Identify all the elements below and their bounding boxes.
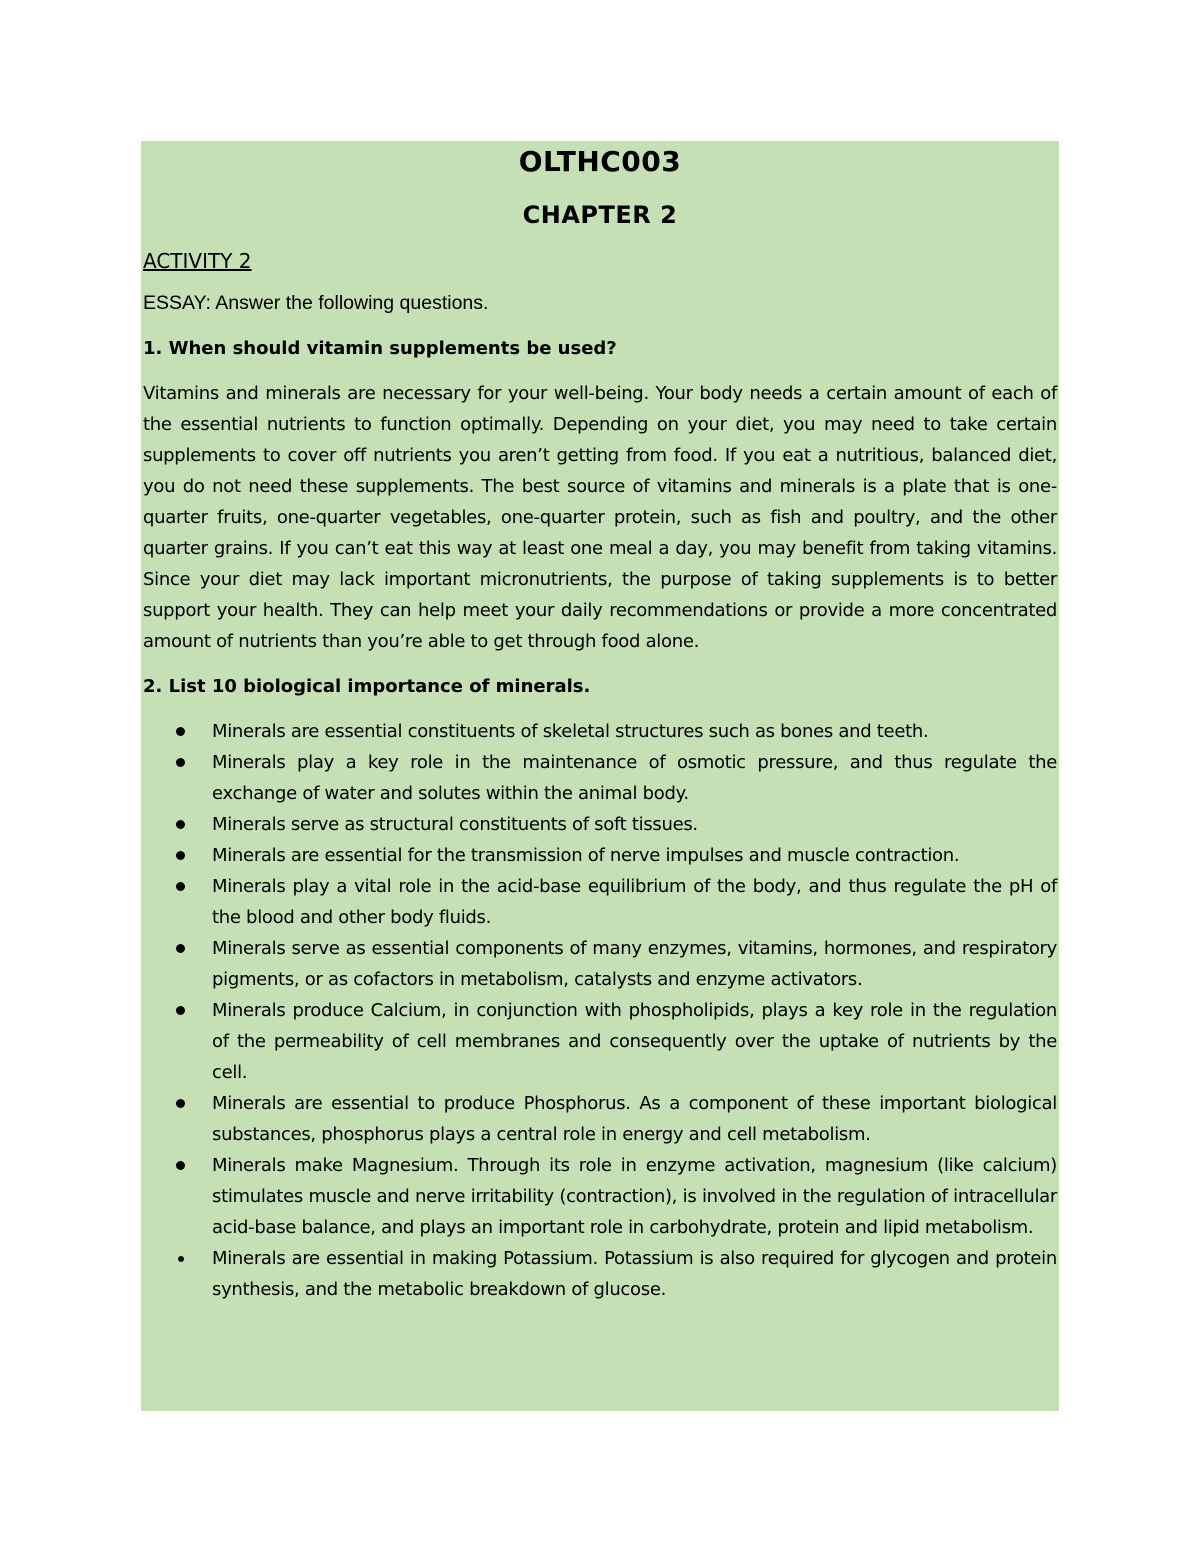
chapter-heading: CHAPTER 2 — [522, 201, 678, 229]
bullet-icon — [176, 944, 185, 953]
bullet-icon — [176, 727, 185, 736]
bullet-icon — [176, 820, 185, 829]
list-item-text: Minerals are essential constituents of skeletal structures such as bones and teeth. — [212, 721, 929, 742]
list-item-text: Minerals are essential for the transmission of nerve impulses and muscle contraction. — [212, 845, 960, 866]
bullet-icon — [176, 1161, 185, 1170]
list-item-text: Minerals play a vital role in the acid-base equilibrium of the body, and thus regulate the pH of the blood and other body fluids. — [212, 876, 1057, 928]
list-item — [143, 747, 1057, 809]
list-item — [143, 840, 1057, 871]
list-item-text: Minerals play a key role in the maintenance of osmotic pressure, and thus regulate the exchange of water and solutes within the animal body. — [212, 752, 1057, 804]
list-item — [143, 716, 1057, 747]
list-item — [143, 1088, 1057, 1150]
list-item-text: Minerals are essential in making Potassium. Potassium is also required for glycogen and protein synthesis, and the metabolic breakdown of glucose. — [212, 1248, 1057, 1300]
bullet-icon — [176, 851, 185, 860]
list-item-text: Minerals are essential to produce Phosphorus. As a component of these important biological substances, phosphorus plays a central role in energy and cell metabolism. — [212, 1093, 1057, 1145]
list-item-text: Minerals serve as structural constituents of soft tissues. — [212, 814, 698, 835]
list-item-text: Minerals make Magnesium. Through its role in enzyme activation, magnesium (like calcium) stimulates muscle and nerve irritability (contraction), is involved in the regulation of intracellular acid-base balance, and plays an important role in carbohydrate, protein and lipid metabolism. — [212, 1155, 1057, 1238]
essay-instruction: ESSAY: Answer the following questions. — [143, 292, 489, 314]
list-item — [143, 995, 1057, 1088]
list-item — [143, 1150, 1057, 1243]
list-item-text: Minerals serve as essential components of many enzymes, vitamins, hormones, and respiratory pigments, or as cofactors in metabolism, catalysts and enzyme activators. — [212, 938, 1057, 990]
list-item — [143, 933, 1057, 995]
bullet-icon — [176, 758, 185, 767]
list-item — [143, 871, 1057, 933]
list-item — [143, 809, 1057, 840]
answer-1-paragraph: Vitamins and minerals are necessary for your well-being. Your body needs a certain amount of each of the essential nutrients to function optimally. Depending on your diet, you may need to take certain supplements to cover off nutrients you aren’t getting from food. If you eat a nutritious, balanced diet, you do not need these supplements. The best source of vitamins and minerals is a plate that is one-quarter fruits, one-quarter vegetables, one-quarter protein, such as fish and poultry, and the other quarter grains. If you can’t eat this way at least one meal a day, you may benefit from taking vitamins. Since your diet may lack important micronutrients, the purpose of taking supplements is to better support your health. They can help meet your daily recommendations or provide a more concentrated amount of nutrients than you’re able to get through food alone. — [143, 383, 1057, 652]
bullet-icon — [176, 1099, 185, 1108]
course-code-title: OLTHC003 — [518, 145, 682, 178]
bullet-icon — [176, 882, 185, 891]
bullet-icon — [178, 1256, 184, 1262]
minerals-bullet-list — [143, 716, 1057, 1305]
document-content-block — [141, 141, 1059, 1411]
question-2: 2. List 10 biological importance of minerals. — [143, 676, 591, 697]
bullet-icon — [176, 1006, 185, 1015]
activity-heading: ACTIVITY 2 — [143, 249, 252, 273]
list-item-text: Minerals produce Calcium, in conjunction with phospholipids, plays a key role in the regulation of the permeability of cell membranes and consequently over the uptake of nutrients by the cell. — [212, 1000, 1057, 1083]
list-item — [143, 1243, 1057, 1305]
question-1: 1. When should vitamin supplements be used? — [143, 338, 617, 359]
